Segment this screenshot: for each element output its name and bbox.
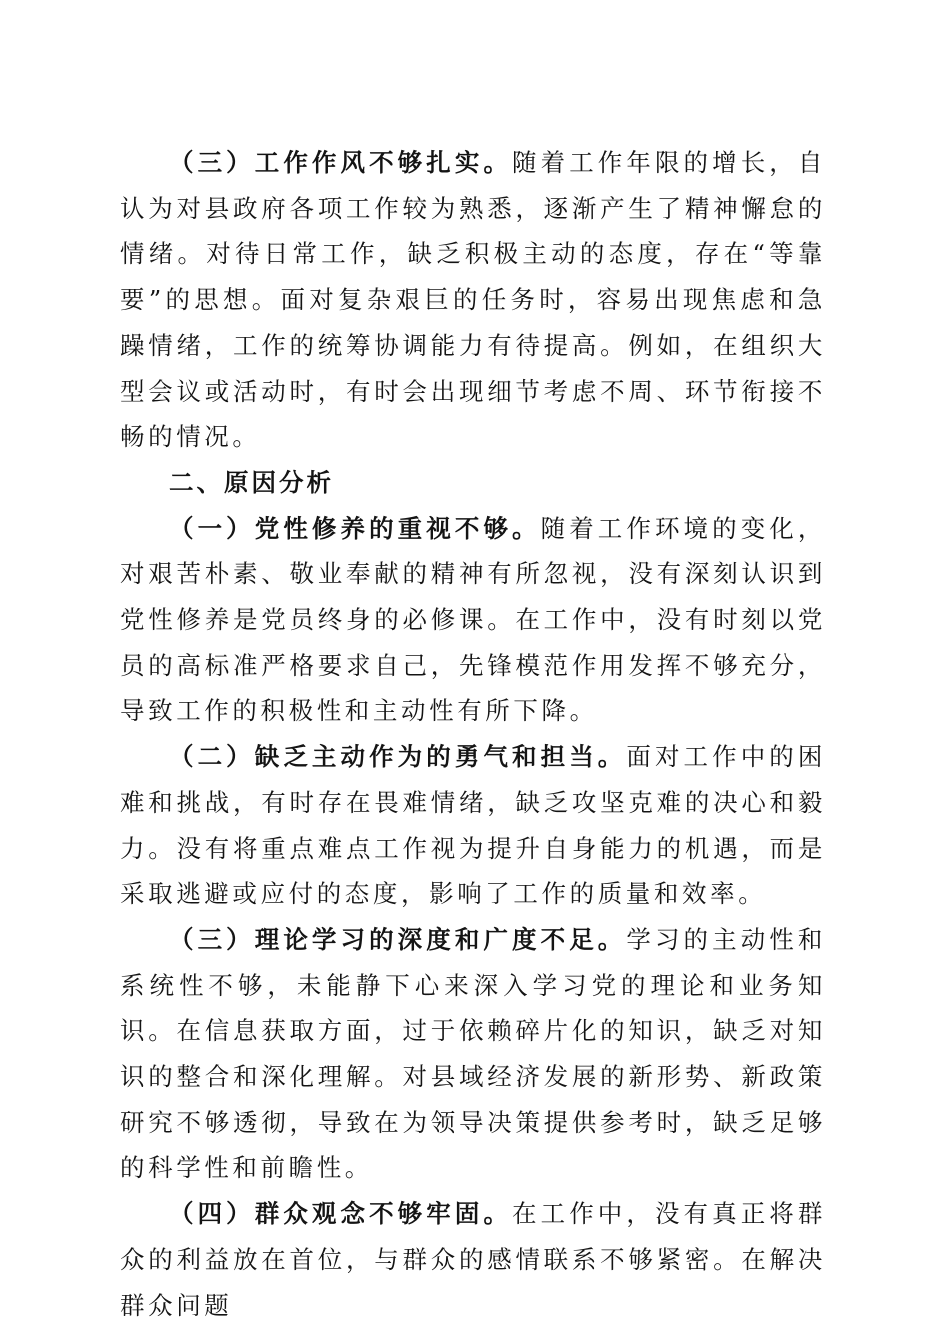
section-heading: 二、原因分析 [169,467,334,497]
paragraph-party-spirit [120,506,826,735]
paragraph-lead: （三）理论学习的深度和广度不足。 [169,924,627,954]
paragraph-work-style [120,140,826,460]
paragraph-body: 随着工作年限的增长，自认为对县政府各项工作较为熟悉，逐渐产生了精神懈怠的情绪。对待日常工作，缺乏积极主动的态度，存在“等靠要”的思想。面对复杂艰巨的任务时，容易出现焦虑和急躁情绪，工作的统筹协调能力有待提高。例如，在组织大型会议或活动时，有时会出现细节考虑不周、环节衔接不畅的情况。 [120,148,826,452]
paragraph-lead: （三）工作作风不够扎实。 [169,148,513,177]
paragraph-lead: （一）党性修养的重视不够。 [169,513,541,543]
paragraph-body: 学习的主动性和系统性不够，未能静下心来深入学习党的理论和业务知识。在信息获取方面，过于依赖碎片化的知识，缺乏对知识的整合和深化理解。对县域经济发展的新形势、新政策研究不够透彻，导致在为领导决策提供参考时，缺乏足够的科学性和前瞻性。 [120,924,826,1183]
paragraph-theory-study [120,917,826,1191]
paragraph-body: 随着工作环境的变化，对艰苦朴素、敬业奉献的精神有所忽视，没有深刻认识到党性修养是党员终身的必修课。在工作中，没有时刻以党员的高标准严格要求自己，先锋模范作用发挥不够充分，导致工作的积极性和主动性有所下降。 [120,513,826,726]
paragraph-initiative [120,734,826,917]
paragraph-lead: （四）群众观念不够牢固。 [169,1199,513,1229]
paragraph-body: 面对工作中的困难和挑战，有时存在畏难情绪，缺乏攻坚克难的决心和毅力。没有将重点难点工作视为提升自身能力的机遇，而是采取逃避或应付的态度，影响了工作的质量和效率。 [120,742,826,909]
paragraph-body: 在工作中，没有真正将群众的利益放在首位，与群众的感情联系不够紧密。在解决群众问题 [120,1199,826,1320]
paragraph-lead: （二）缺乏主动作为的勇气和担当。 [169,742,627,772]
document-page [120,140,826,1328]
paragraph-mass-line [120,1191,826,1328]
